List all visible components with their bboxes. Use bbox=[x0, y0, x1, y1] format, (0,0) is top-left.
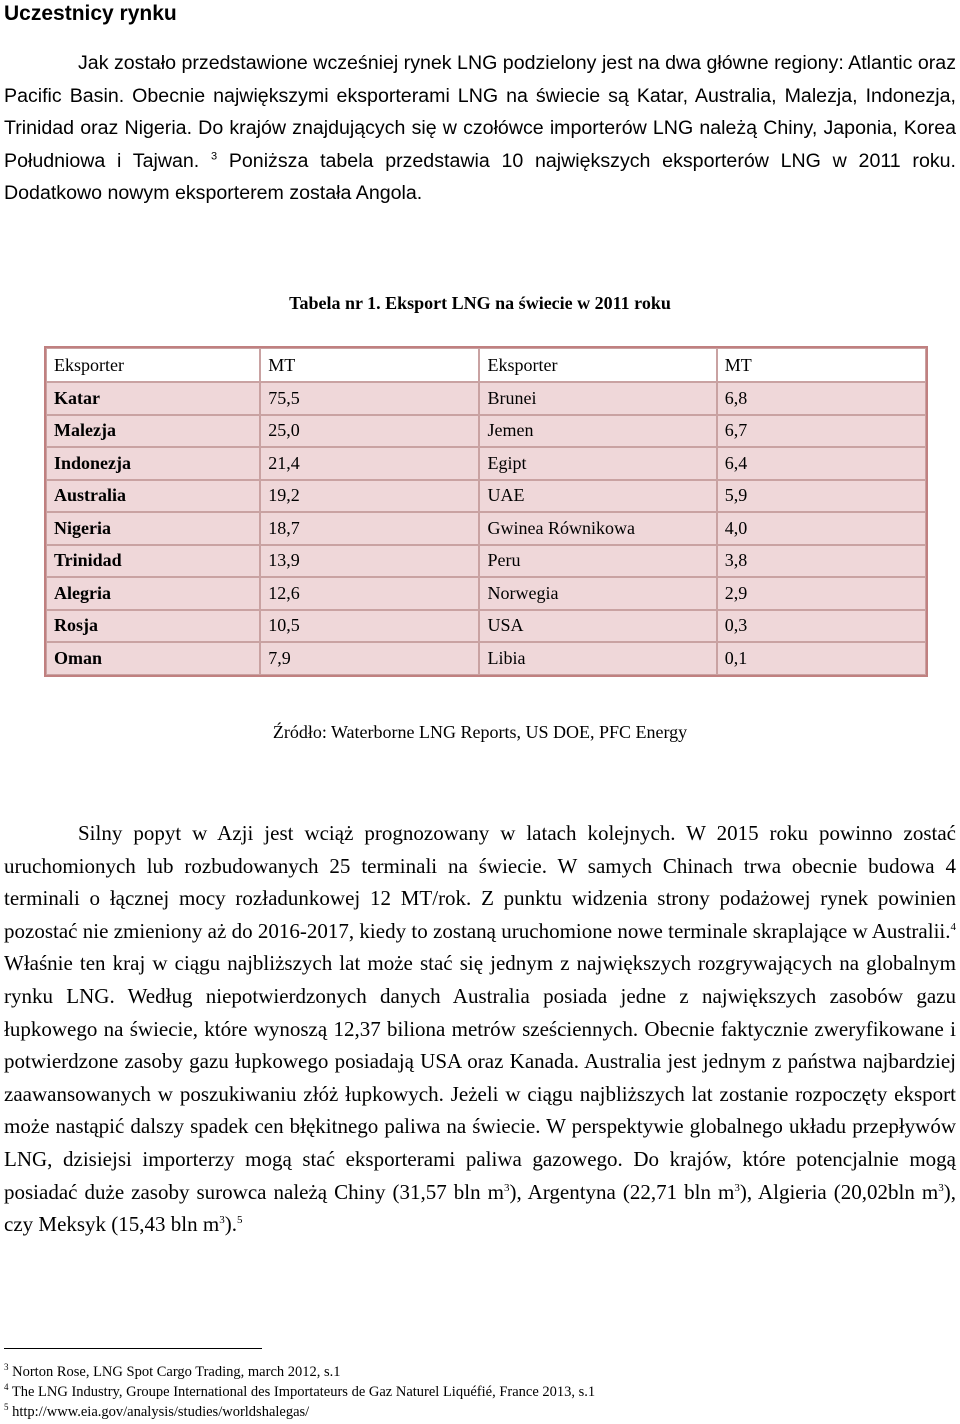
cell-mt: 5,9 bbox=[717, 480, 926, 513]
cell-mt: 25,0 bbox=[260, 415, 479, 448]
table-row bbox=[46, 577, 926, 610]
superscript-3: 3 bbox=[734, 1181, 740, 1194]
cell-exporter: Nigeria bbox=[46, 512, 260, 545]
cell-mt: 4,0 bbox=[717, 512, 926, 545]
superscript-3: 3 bbox=[219, 1214, 225, 1227]
footnote-text: Norton Rose, LNG Spot Cargo Trading, march 2012, s.1 bbox=[8, 1364, 341, 1380]
table-row bbox=[46, 415, 926, 448]
body-text-6: ). bbox=[224, 1212, 237, 1237]
footnote-ref-4: 4 bbox=[950, 920, 956, 933]
footnote-text: The LNG Industry, Groupe International des Importateurs de Gaz Naturel Liquéfié, France 2013, s.1 bbox=[8, 1384, 596, 1400]
table-caption: Tabela nr 1. Eksport LNG na świecie w 2011 roku bbox=[289, 293, 671, 313]
footnote-number: 4 bbox=[4, 1382, 9, 1393]
footnote-number: 3 bbox=[4, 1362, 9, 1373]
cell-exporter: Katar bbox=[46, 382, 260, 415]
section-heading: Uczestnicy rynku bbox=[4, 2, 177, 25]
footnote-divider bbox=[4, 1348, 262, 1349]
footnote-3 bbox=[4, 1364, 341, 1381]
cell-exporter: Gwinea Równikowa bbox=[479, 512, 716, 545]
body-text-5: ), czy Meksyk (15,43 bln m bbox=[4, 1179, 956, 1237]
cell-exporter: Libia bbox=[479, 642, 716, 675]
cell-mt: 6,8 bbox=[717, 382, 926, 415]
footnote-ref-5: 5 bbox=[236, 1214, 243, 1227]
cell-mt: 0,3 bbox=[717, 610, 926, 643]
cell-mt: 2,9 bbox=[717, 577, 926, 610]
cell-mt: 7,9 bbox=[260, 642, 479, 675]
cell-exporter: Jemen bbox=[479, 415, 716, 448]
footnote-ref-3: 3 bbox=[210, 150, 218, 163]
header-exporter-2: Eksporter bbox=[479, 348, 716, 382]
table-row bbox=[46, 447, 926, 480]
table-header-row bbox=[46, 348, 926, 382]
header-mt-2: MT bbox=[717, 348, 926, 382]
table-row bbox=[46, 642, 926, 675]
cell-exporter: Rosja bbox=[46, 610, 260, 643]
intro-text-a: Jak zostało przedstawione wcześniej rynek LNG podzielony jest na dwa główne regiony: Atlantic oraz Pacific Basin. Obecnie największymi eksporterami LNG na świecie są Katar, Australia, Malezja, Indonezja, Trinidad oraz Nigeria. Do krajów znajdujących się w czołówce importerów LNG należą Chiny, Japonia, Korea Południowa i Tajwan. bbox=[4, 52, 956, 172]
superscript-3: 3 bbox=[503, 1181, 510, 1194]
cell-mt: 3,8 bbox=[717, 545, 926, 578]
body-paragraph bbox=[4, 817, 956, 1241]
body-text-3: ), Argentyna (22,71 bln m bbox=[509, 1179, 735, 1204]
cell-exporter: USA bbox=[479, 610, 716, 643]
cell-mt: 0,1 bbox=[717, 642, 926, 675]
cell-mt: 19,2 bbox=[260, 480, 479, 513]
header-mt-1: MT bbox=[260, 348, 479, 382]
table-row bbox=[46, 382, 926, 415]
intro-paragraph bbox=[4, 47, 956, 210]
table-row bbox=[46, 545, 926, 578]
cell-mt: 10,5 bbox=[260, 610, 479, 643]
cell-exporter: Egipt bbox=[479, 447, 716, 480]
cell-mt: 12,6 bbox=[260, 577, 479, 610]
cell-mt: 21,4 bbox=[260, 447, 479, 480]
cell-mt: 18,7 bbox=[260, 512, 479, 545]
cell-mt: 75,5 bbox=[260, 382, 479, 415]
cell-exporter: Malezja bbox=[46, 415, 260, 448]
body-text-1: Silny popyt w Azji jest wciąż prognozowany w latach kolejnych. W 2015 roku powinno zostać uruchomionych lub rozbudowanych 25 terminali na świecie. W samych Chinach trwa obecnie budowa 4 terminali o łącznej mocy rozładunkowej 12 MT/rok. Z punktu widzenia strony podażowej rynek powinien pozostać nie zmieniony aż do 2016-2017, kiedy to zostaną uruchomione nowe terminale skraplające w Australii. bbox=[4, 821, 956, 943]
table-row bbox=[46, 610, 926, 643]
cell-exporter: Indonezja bbox=[46, 447, 260, 480]
cell-exporter: Brunei bbox=[479, 382, 716, 415]
body-text-2: Właśnie ten kraj w ciągu najbliższych lat może stać się jednym z największych rozgrywających na globalnym rynku LNG. Według niepotwierdzonych danych Australia posiada jedne z największych zasobów gazu łupkowego na świecie, które wynoszą 12,37 biliona metrów sześciennych. Obecnie faktycznie zweryfikowane i potwierdzone zasoby gazu łupkowego posiadają USA oraz Kanada. Australia jest jednym z państwa najbardziej zaawansowanych w poszukiwaniu złóż łupkowych. Jeżeli w ciągu najbliższych lat zostanie rozpoczęty eksport może nastąpić dalszy spadek cen błękitnego paliwa na świecie. W perspektywie globalnego układu przepływów LNG, dzisiejsi importerzy mogą stać eksporterami paliwa gazowego. Do krajów, które potencjalnie mogą posiadać duże zasoby surowca należą Chiny (31,57 bln m bbox=[4, 951, 956, 1204]
lng-export-table bbox=[44, 346, 928, 677]
cell-mt: 6,7 bbox=[717, 415, 926, 448]
cell-exporter: Alegria bbox=[46, 577, 260, 610]
intro-text-b: Poniższa tabela przedstawia 10 największych eksporterów LNG w 2011 roku. Dodatkowo nowym eksporterem została Angola. bbox=[4, 149, 956, 205]
cell-exporter: Norwegia bbox=[479, 577, 716, 610]
body-text-4: ), Algieria (20,02bln m bbox=[739, 1179, 939, 1204]
cell-exporter: Australia bbox=[46, 480, 260, 513]
footnote-number: 5 bbox=[4, 1402, 9, 1413]
superscript-3: 3 bbox=[938, 1181, 944, 1194]
cell-exporter: Oman bbox=[46, 642, 260, 675]
cell-exporter: Peru bbox=[479, 545, 716, 578]
cell-mt: 6,4 bbox=[717, 447, 926, 480]
footnote-4 bbox=[4, 1384, 595, 1401]
footnote-5 bbox=[4, 1404, 309, 1421]
cell-exporter: UAE bbox=[479, 480, 716, 513]
header-exporter-1: Eksporter bbox=[46, 348, 260, 382]
footnote-text: http://www.eia.gov/analysis/studies/worldshalegas/ bbox=[8, 1404, 310, 1420]
table-row bbox=[46, 480, 926, 513]
cell-mt: 13,9 bbox=[260, 545, 479, 578]
table-row bbox=[46, 512, 926, 545]
table-source: Źródło: Waterborne LNG Reports, US DOE, PFC Energy bbox=[272, 722, 688, 742]
cell-exporter: Trinidad bbox=[46, 545, 260, 578]
